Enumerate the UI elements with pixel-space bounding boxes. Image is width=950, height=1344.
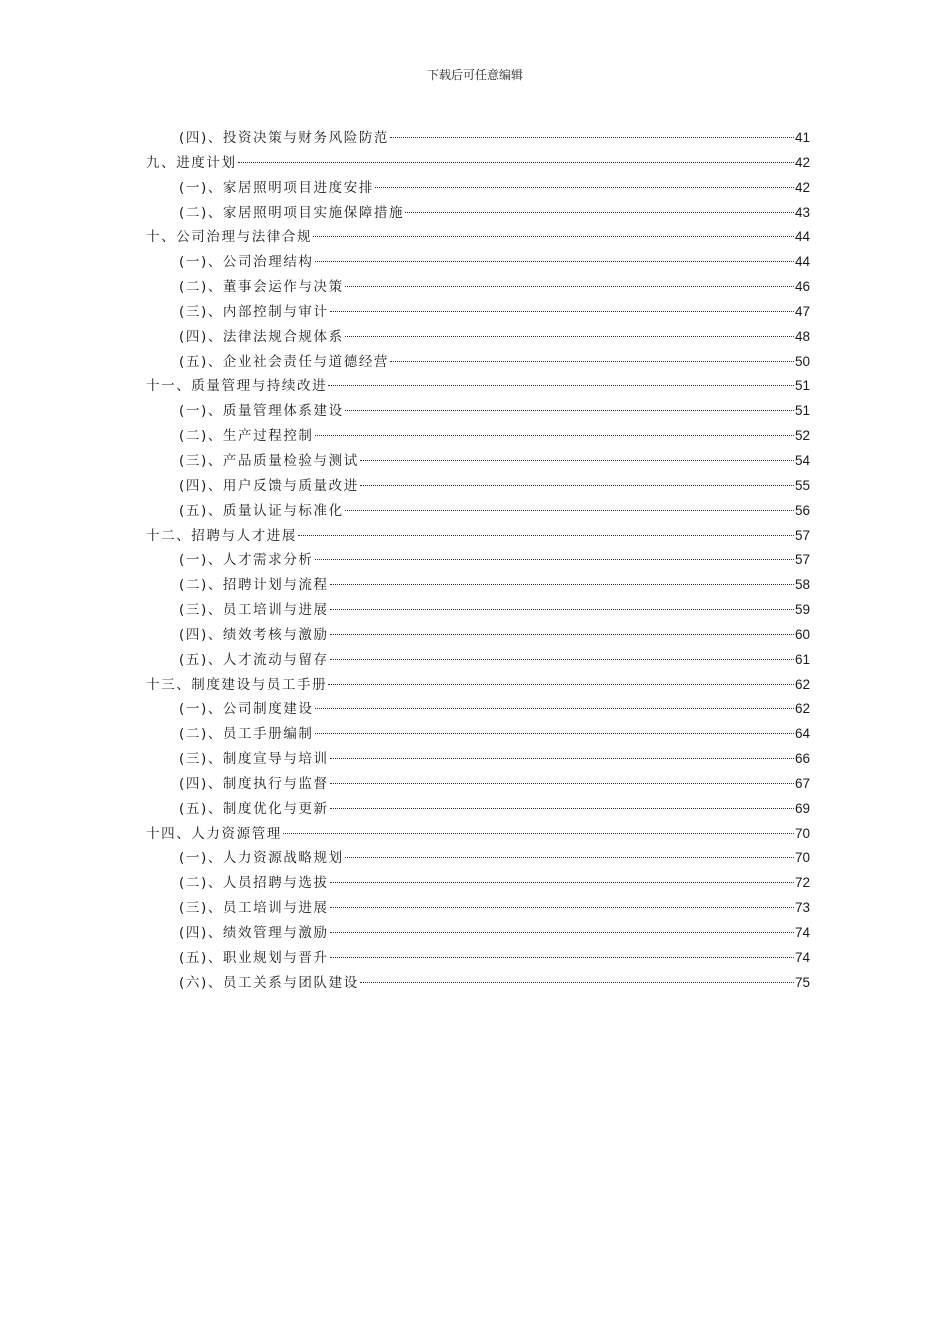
toc-entry-title: (二)、董事会运作与决策 xyxy=(179,279,344,296)
toc-section-entry[interactable] xyxy=(146,946,810,971)
toc-page-number: 42 xyxy=(794,154,810,170)
toc-page-number: 70 xyxy=(794,825,810,841)
toc-page-number: 66 xyxy=(794,751,810,767)
toc-page-number: 74 xyxy=(794,925,810,940)
toc-dot-leader xyxy=(328,684,794,685)
toc-entry-title: (三)、制度宣导与培训 xyxy=(179,751,329,768)
toc-page-number: 54 xyxy=(794,452,810,468)
toc-entry-title: (三)、员工培训与进展 xyxy=(179,602,329,619)
toc-entry-title: (四)、绩效考核与激励 xyxy=(179,626,329,643)
toc-section-entry[interactable] xyxy=(146,573,810,598)
toc-chapter-entry[interactable] xyxy=(146,822,810,847)
toc-section-entry[interactable] xyxy=(146,300,810,325)
toc-section-entry[interactable] xyxy=(146,772,810,797)
toc-dot-leader xyxy=(315,708,794,709)
toc-section-entry[interactable] xyxy=(146,846,810,871)
toc-page-number: 72 xyxy=(794,875,810,891)
toc-page-number: 75 xyxy=(794,974,810,990)
toc-entry-title: (一)、公司治理结构 xyxy=(179,254,314,271)
toc-entry-title: (五)、制度优化与更新 xyxy=(179,800,329,817)
toc-page-number: 46 xyxy=(794,279,810,295)
toc-page-number: 60 xyxy=(794,626,810,642)
toc-page-number: 41 xyxy=(794,130,810,145)
toc-chapter-entry[interactable] xyxy=(146,374,810,399)
toc-section-entry[interactable] xyxy=(146,648,810,673)
toc-dot-leader xyxy=(330,609,794,610)
toc-entry-title: (一)、人才需求分析 xyxy=(179,552,314,569)
toc-dot-leader xyxy=(360,460,794,461)
toc-section-entry[interactable] xyxy=(146,250,810,275)
toc-entry-title: 九、进度计划 xyxy=(146,154,237,171)
toc-page-number: 74 xyxy=(794,949,810,965)
toc-dot-leader xyxy=(330,882,794,883)
toc-dot-leader xyxy=(330,634,794,635)
toc-dot-leader xyxy=(330,907,794,908)
toc-section-entry[interactable] xyxy=(146,623,810,648)
toc-dot-leader xyxy=(375,187,794,188)
toc-section-entry[interactable] xyxy=(146,176,810,201)
toc-entry-title: (一)、人力资源战略规划 xyxy=(179,850,344,867)
toc-section-entry[interactable] xyxy=(146,449,810,474)
toc-entry-title: (二)、员工手册编制 xyxy=(179,726,314,743)
toc-page-number: 47 xyxy=(794,303,810,319)
toc-entry-title: (三)、员工培训与进展 xyxy=(179,900,329,917)
toc-dot-leader xyxy=(360,485,794,486)
toc-chapter-entry[interactable] xyxy=(146,225,810,250)
toc-dot-leader xyxy=(345,857,794,858)
toc-dot-leader xyxy=(330,659,794,660)
toc-section-entry[interactable] xyxy=(146,548,810,573)
toc-page-number: 70 xyxy=(794,850,810,866)
toc-dot-leader xyxy=(238,162,794,163)
toc-page-number: 56 xyxy=(794,502,810,518)
toc-page-number: 61 xyxy=(794,651,810,667)
toc-entry-title: (一)、质量管理体系建设 xyxy=(179,403,344,420)
toc-entry-title: (五)、职业规划与晋升 xyxy=(179,949,329,966)
page-header: 下载后可任意编辑 xyxy=(426,68,523,82)
toc-dot-leader xyxy=(330,311,794,312)
toc-chapter-entry[interactable] xyxy=(146,673,810,698)
toc-entry-title: (四)、绩效管理与激励 xyxy=(179,925,329,941)
toc-entry-title: (二)、人员招聘与选拔 xyxy=(179,875,329,892)
toc-entry-title: (五)、企业社会责任与道德经营 xyxy=(179,353,390,370)
toc-entry-title: (四)、法律法规合规体系 xyxy=(179,328,344,345)
toc-page-number: 50 xyxy=(794,353,810,369)
toc-dot-leader xyxy=(330,808,794,809)
toc-section-entry[interactable] xyxy=(146,325,810,350)
toc-page-number: 44 xyxy=(794,229,810,245)
toc-entry-title: 十三、制度建设与员工手册 xyxy=(146,676,328,693)
toc-section-entry[interactable] xyxy=(146,697,810,722)
toc-page-number: 69 xyxy=(794,800,810,816)
toc-page-number: 44 xyxy=(794,254,810,270)
toc-section-entry[interactable] xyxy=(146,896,810,921)
toc-entry-title: (一)、公司制度建设 xyxy=(179,701,314,718)
toc-dot-leader xyxy=(390,361,794,362)
toc-dot-leader xyxy=(315,435,794,436)
toc-dot-leader xyxy=(330,758,794,759)
toc-dot-leader xyxy=(330,584,794,585)
toc-entry-title: (四)、投资决策与财务风险防范 xyxy=(179,130,390,146)
toc-entry-title: (四)、用户反馈与质量改进 xyxy=(179,477,359,494)
toc-entry-title: (二)、家居照明项目实施保障措施 xyxy=(179,204,405,221)
toc-dot-leader xyxy=(345,336,794,337)
toc-dot-leader xyxy=(345,286,794,287)
toc-page-number: 51 xyxy=(794,403,810,419)
toc-entry-title: 十、公司治理与法律合规 xyxy=(146,229,313,246)
toc-entry-title: (一)、家居照明项目进度安排 xyxy=(179,179,374,196)
toc-page-number: 57 xyxy=(794,527,810,543)
toc-dot-leader xyxy=(390,137,794,138)
toc-dot-leader xyxy=(315,261,794,262)
toc-section-entry[interactable] xyxy=(146,126,810,151)
toc-dot-leader xyxy=(330,957,794,958)
toc-entry-title: (五)、质量认证与标准化 xyxy=(179,502,344,519)
toc-section-entry[interactable] xyxy=(146,201,810,226)
toc-section-entry[interactable] xyxy=(146,424,810,449)
toc-section-entry[interactable] xyxy=(146,971,810,996)
toc-section-entry[interactable] xyxy=(146,747,810,772)
toc-page-number: 55 xyxy=(794,477,810,493)
toc-section-entry[interactable] xyxy=(146,350,810,375)
toc-section-entry[interactable] xyxy=(146,871,810,896)
toc-entry-title: 十一、质量管理与持续改进 xyxy=(146,378,328,395)
toc-page-number: 62 xyxy=(794,701,810,717)
toc-dot-leader xyxy=(283,833,794,834)
toc-entry-title: (四)、制度执行与监督 xyxy=(179,775,329,792)
table-of-contents xyxy=(146,126,810,996)
toc-chapter-entry[interactable] xyxy=(146,524,810,549)
toc-entry-title: (三)、内部控制与审计 xyxy=(179,303,329,320)
toc-entry-title: 十二、招聘与人才进展 xyxy=(146,527,297,544)
toc-page-number: 58 xyxy=(794,577,810,593)
toc-page-number: 43 xyxy=(794,204,810,220)
toc-dot-leader xyxy=(298,535,794,536)
toc-page-number: 52 xyxy=(794,428,810,444)
toc-dot-leader xyxy=(313,236,794,237)
toc-page-number: 42 xyxy=(794,179,810,195)
toc-page-number: 73 xyxy=(794,900,810,916)
toc-page-number: 57 xyxy=(794,552,810,568)
toc-dot-leader xyxy=(330,783,794,784)
toc-dot-leader xyxy=(360,982,794,983)
toc-section-entry[interactable] xyxy=(146,797,810,822)
toc-section-entry[interactable] xyxy=(146,499,810,524)
toc-entry-title: (二)、生产过程控制 xyxy=(179,428,314,445)
toc-chapter-entry[interactable] xyxy=(146,151,810,176)
toc-page-number: 51 xyxy=(794,378,810,394)
toc-section-entry[interactable] xyxy=(146,921,810,946)
toc-section-entry[interactable] xyxy=(146,474,810,499)
toc-entry-title: (六)、员工关系与团队建设 xyxy=(179,974,359,991)
toc-entry-title: 十四、人力资源管理 xyxy=(146,825,282,842)
toc-section-entry[interactable] xyxy=(146,399,810,424)
toc-section-entry[interactable] xyxy=(146,598,810,623)
toc-dot-leader xyxy=(345,410,794,411)
toc-dot-leader xyxy=(345,510,794,511)
toc-dot-leader xyxy=(315,733,794,734)
toc-entry-title: (五)、人才流动与留存 xyxy=(179,651,329,668)
toc-section-entry[interactable] xyxy=(146,722,810,747)
toc-page-number: 62 xyxy=(794,676,810,692)
toc-page-number: 64 xyxy=(794,726,810,742)
toc-page-number: 48 xyxy=(794,328,810,344)
toc-page-number: 67 xyxy=(794,775,810,791)
toc-dot-leader xyxy=(330,932,794,933)
toc-dot-leader xyxy=(405,212,794,213)
toc-dot-leader xyxy=(328,385,794,386)
toc-entry-title: (二)、招聘计划与流程 xyxy=(179,577,329,594)
toc-dot-leader xyxy=(315,559,794,560)
toc-section-entry[interactable] xyxy=(146,275,810,300)
toc-page-number: 59 xyxy=(794,602,810,618)
toc-entry-title: (三)、产品质量检验与测试 xyxy=(179,452,359,469)
